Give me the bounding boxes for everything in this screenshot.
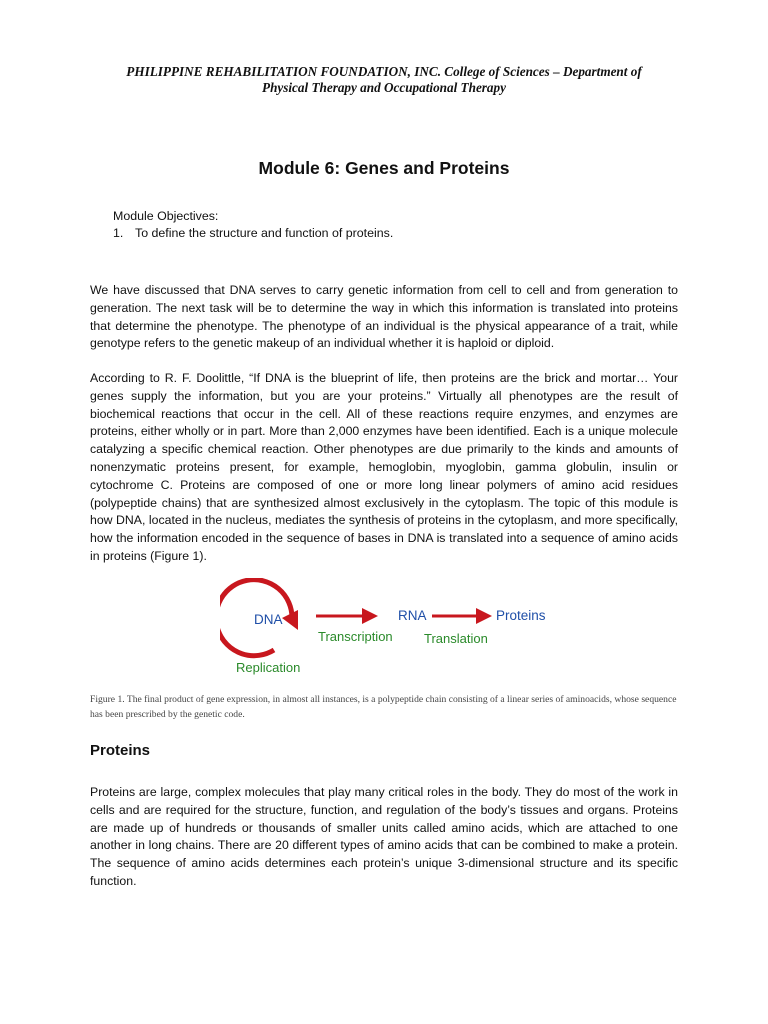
- central-dogma-figure: [220, 578, 560, 682]
- replication-label: Replication: [236, 660, 301, 675]
- intro-paragraph: We have discussed that DNA serves to carry genetic information from cell to cell and from generation to generation. The next task will be to determine the way in which this information is translated into proteins that determine the phenotype. The phenotype of an individual is the physical appearance of a trait, while genotype refers to the genetic makeup of an individual whether it is haploid or diploid.: [90, 283, 678, 351]
- proteins-heading: Proteins: [90, 742, 151, 759]
- header-line-1: PHILIPPINE REHABILITATION FOUNDATION, INC. College of Sciences – Department of: [126, 64, 642, 79]
- module-title: Module 6: Genes and Proteins: [258, 158, 510, 178]
- transcription-arrowhead: [362, 608, 378, 624]
- translation-label: Translation: [424, 631, 488, 646]
- institution-header: [90, 64, 678, 96]
- figure-caption: Figure 1. The final product of gene expression, in almost all instances, is a polypeptide chain consisting of a linear series of aminoacids, whose sequence has been prescribed by the genetic code.: [90, 694, 677, 720]
- objective-item: [113, 225, 393, 242]
- proteins-paragraph: Proteins are large, complex molecules that play many critical roles in the body. They do most of the work in cells and are required for the structure, function, and regulation of the body’s tissues and organs. Proteins are made up of hundreds or thousands of smaller units called amino acids, which are attached to one another in long chains. There are 20 different types of amino acids that can be combined to make a protein. The sequence of amino acids determines each protein’s unique 3-dimensional structure and its specific function.: [90, 785, 678, 888]
- module-objectives: [113, 208, 393, 242]
- objective-number: 1.: [113, 226, 124, 240]
- objective-text: To define the structure and function of proteins.: [135, 226, 394, 240]
- objectives-heading: Module Objectives:: [113, 209, 219, 223]
- rna-label: RNA: [398, 608, 427, 623]
- translation-arrowhead: [476, 608, 492, 624]
- proteins-label: Proteins: [496, 608, 546, 623]
- header-line-2: Physical Therapy and Occupational Therapy: [262, 80, 506, 95]
- dna-label: DNA: [254, 612, 283, 627]
- transcription-label: Transcription: [318, 629, 393, 644]
- doolittle-paragraph: According to R. F. Doolittle, “If DNA is the blueprint of life, then proteins are the brick and mortar… Your genes supply the information, but you are your proteins.” Virtually all phenotypes are the result of biochemical reactions that occur in the cell. All of these reactions require enzymes, and enzymes are proteins, either wholly or in part. More than 2,000 enzymes have been identified. Each is a unique molecule catalyzing a specific chemical reaction. Other phenotypes are due primarily to the kinds and amounts of nonenzymatic proteins present, for example, hemoglobin, myoglobin, gamma globulin, insulin or cytochrome C. Proteins are composed of one or more long linear polymers of amino acid residues (polypeptide chains) that are synthesized almost exclusively in the cytoplasm. The topic of this module is how DNA, located in the nucleus, mediates the synthesis of proteins in the cytoplasm, and more specifically, how the information encoded in the sequence of bases in DNA is translated into a sequence of amino acids in proteins (Figure 1).: [90, 371, 678, 563]
